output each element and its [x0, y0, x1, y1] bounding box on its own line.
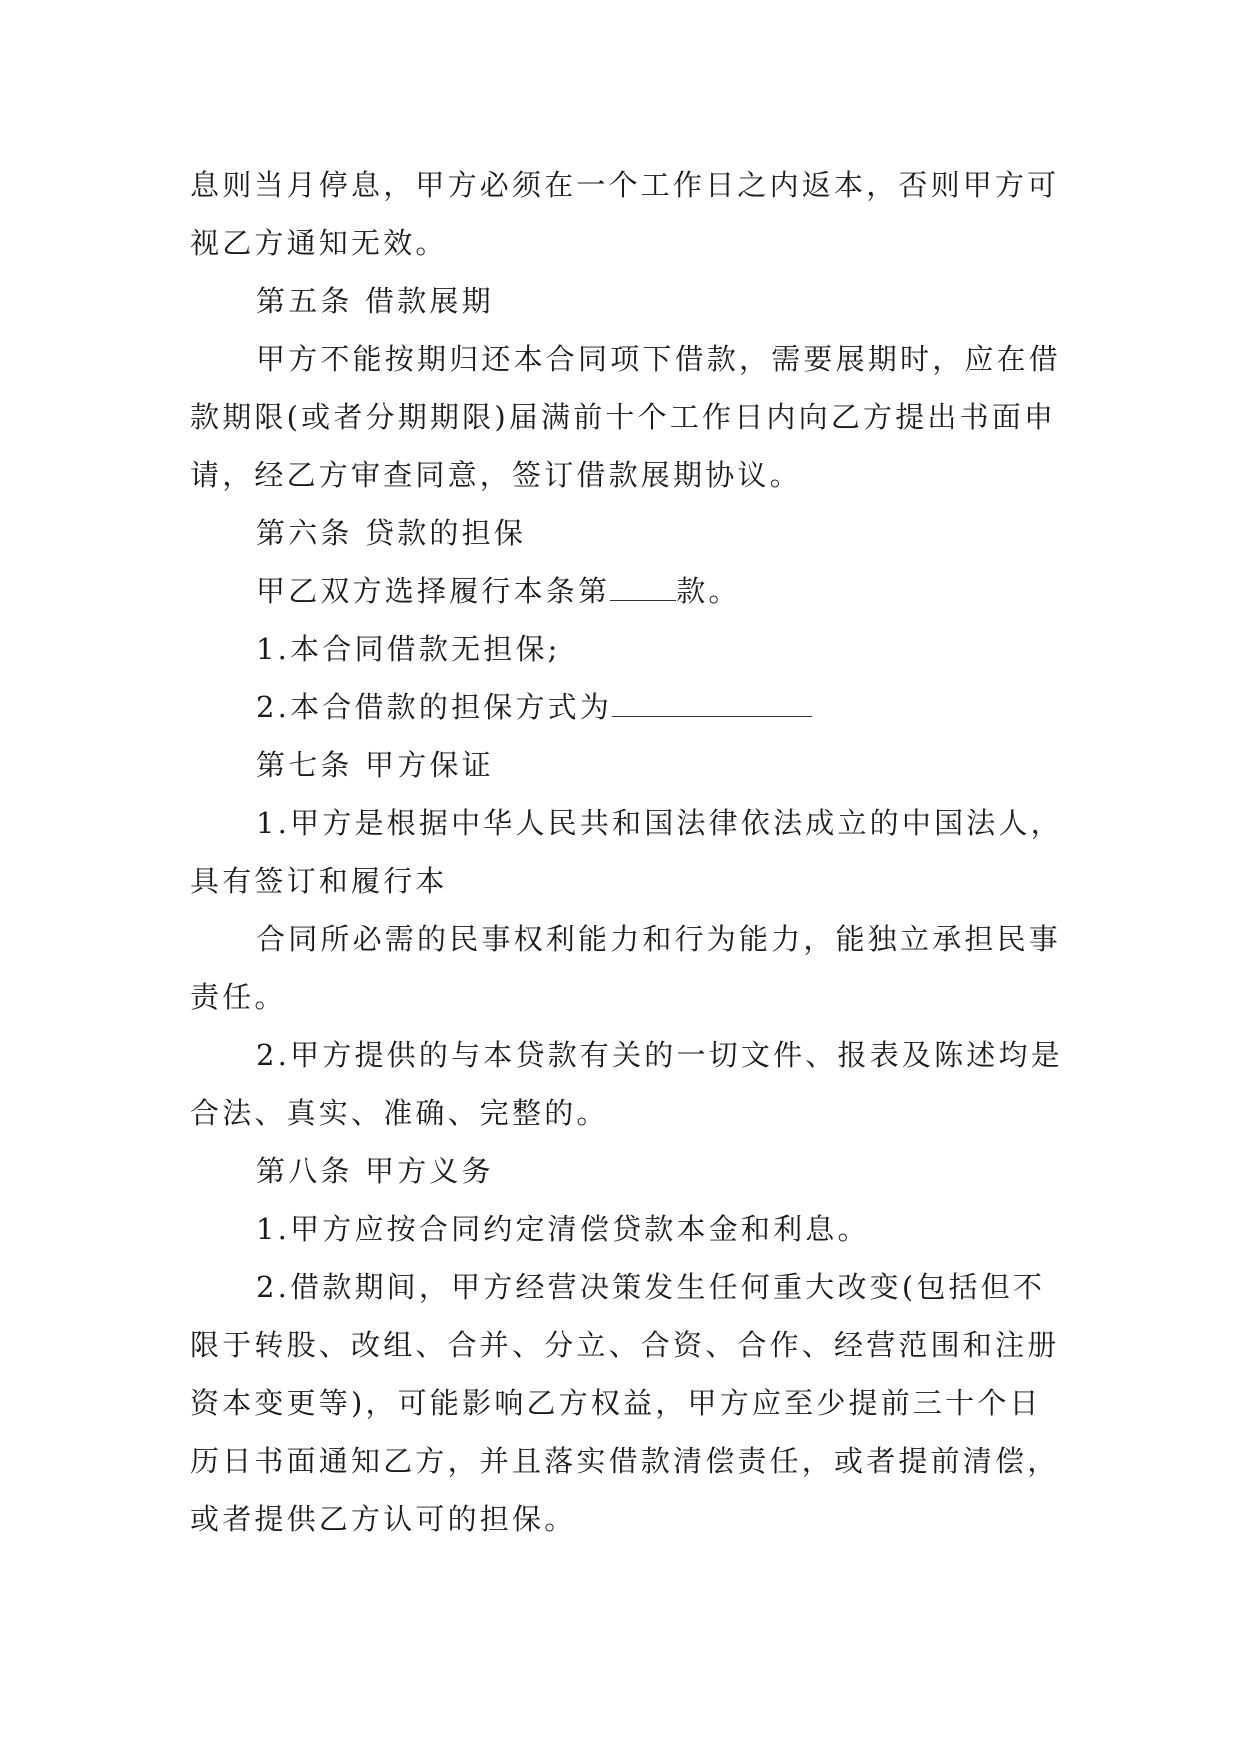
article-6-item-2	[190, 678, 1064, 736]
article-6-item-2-text: 2.本合借款的担保方式为	[256, 690, 613, 724]
article-7-item-1-continued: 合同所必需的民事权利能力和行为能力，能独立承担民事责任。	[190, 922, 1062, 1014]
guarantee-method-blank	[612, 686, 812, 717]
article-6-heading: 第六条 贷款的担保	[256, 516, 527, 550]
paragraph-continuation: 息则当月停息，甲方必须在一个工作日之内返本，否则甲方可视乙方通知无效。	[190, 168, 1060, 260]
article-6-choice	[190, 562, 1064, 620]
article-6-item-1: 1.本合同借款无担保;	[256, 632, 561, 666]
article-8-item-1: 1.甲方应按合同约定清偿贷款本金和利息。	[256, 1212, 870, 1246]
article-6-choice-prefix: 甲乙双方选择履行本条第	[256, 574, 611, 608]
clause-number-blank	[610, 570, 676, 601]
article-5-heading: 第五条 借款展期	[256, 284, 494, 318]
article-8-item-2: 2.借款期间，甲方经营决策发生任何重大改变(包括但不限于转股、改组、合并、分立、合资、合作、经营范围和注册资本变更等)，可能影响乙方权益，甲方应至少提前三十个日历日书面通知乙方，并且落实借款清偿责任，或者提前清偿，或者提供乙方认可的担保。	[190, 1270, 1060, 1536]
article-7-heading: 第七条 甲方保证	[256, 748, 494, 782]
article-5-body: 甲方不能按期归还本合同项下借款，需要展期时，应在借款期限(或者分期期限)届满前十个工作日内向乙方提出书面申请，经乙方审查同意，签订借款展期协议。	[190, 342, 1062, 492]
document-body	[190, 156, 1064, 1548]
article-7-item-2: 2.甲方提供的与本贷款有关的一切文件、报表及陈述均是合法、真实、准确、完整的。	[190, 1038, 1063, 1130]
article-8-heading: 第八条 甲方义务	[256, 1154, 494, 1188]
article-6-choice-suffix: 款。	[676, 574, 741, 608]
article-7-item-1: 1.甲方是根据中华人民共和国法律依法成立的中国法人，具有签订和履行本	[190, 806, 1063, 898]
